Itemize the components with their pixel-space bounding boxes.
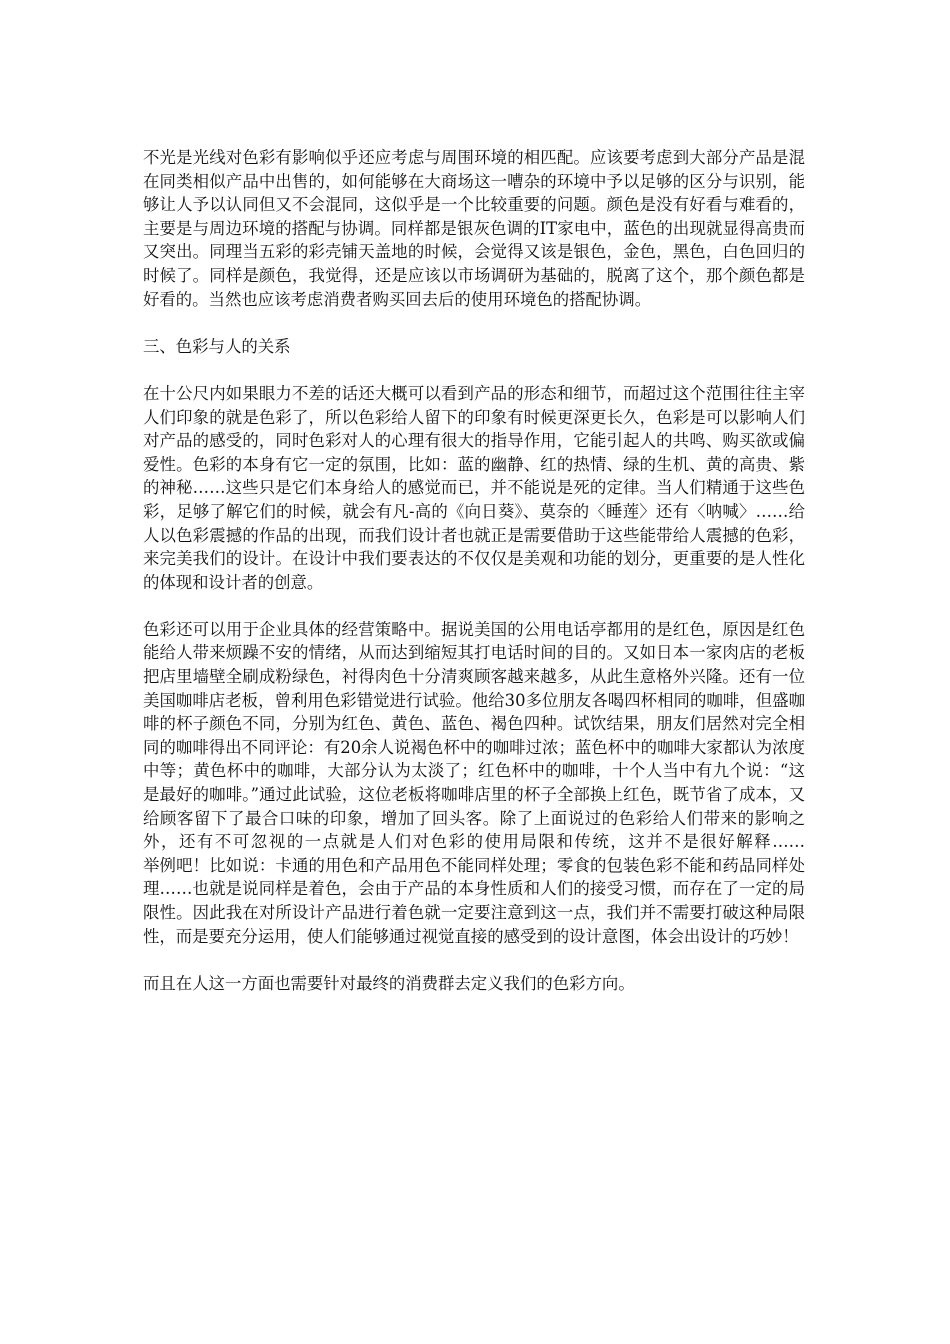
paragraph-color-impression: 在十公尺内如果眼力不差的话还大概可以看到产品的形态和细节，而超过这个范围往往主宰人们印象的就是色彩了，所以色彩给人留下的印象有时候更深更长久，色彩是可以影响人们对产品的感受的，同时色彩对人的心理有很大的指导作用，它能引起人的共鸣、购买欲或偏爱性。色彩的本身有它一定的氛围，比如：蓝的幽静、红的热情、绿的生机、黄的高贵、紫的神秘……这些只是它们本身给人的感觉而已，并不能说是死的定律。当人们精通于这些色彩，足够了解它们的时候，就会有凡-高的《向日葵》、莫奈的〈睡莲〉还有〈呐喊〉……给人以色彩震撼的作品的出现，而我们设计者也就正是需要借助于这些能带给人震撼的色彩，来完美我们的设计。在设计中我们要表达的不仅仅是美观和功能的划分，更重要的是人性化的体现和设计者的创意。: [143, 383, 805, 592]
paragraph-consumer-direction: 而且在人这一方面也需要针对最终的消费群去定义我们的色彩方向。: [143, 973, 635, 993]
paragraph-business-strategy: 色彩还可以用于企业具体的经营策略中。据说美国的公用电话亭都用的是红色，原因是红色能给人带来烦躁不安的情绪，从而达到缩短其打电话时间的目的。又如日本一家肉店的老板把店里墙壁全刷成粉绿色，衬得肉色十分清爽顾客越来越多，从此生意格外兴隆。还有一位美国咖啡店老板，曾利用色彩错觉进行试验。他给30多位朋友各喝四杯相同的咖啡，但盛咖啡的杯子颜色不同，分别为红色、黄色、蓝色、褐色四种。试饮结果，朋友们居然对完全相同的咖啡得出不同评论：有20余人说褐色杯中的咖啡过浓；蓝色杯中的咖啡大家都认为浓度中等；黄色杯中的咖啡，大部分认为太淡了；红色杯中的咖啡，十个人当中有九个说：“这是最好的咖啡。”通过此试验，这位老板将咖啡店里的杯子全部换上红色，既节省了成本，又给顾客留下了最合口味的印象，增加了回头客。除了上面说过的色彩给人们带来的影响之外，还有不可忽视的一点就是人们对色彩的使用局限和传统，这并不是很好解释…… 举例吧！比如说：卡通的用色和产品用色不能同样处理；零食的包装色彩不能和药品同样处理……也就是说同样是着色，会由于产品的本身性质和人们的接受习惯，而存在了一定的局限性。因此我在对所设计产品进行着色就一定要注意到这一点，我们并不需要打破这种局限性，而是要充分运用，使人们能够通过视觉直接的感受到的设计意图，体会出设计的巧妙！: [143, 619, 871, 946]
paragraph-environment-color: 不光是光线对色彩有影响似乎还应考虑与周围环境的相匹配。应该要考虑到大部分产品是混在同类相似产品中出售的，如何能够在大商场这一嘈杂的环境中予以足够的区分与识别，能够让人予以认同但又不会混同，这似乎是一个比较重要的问题。颜色是没有好看与难看的，主要是与周边环境的搭配与协调。同样都是银灰色调的IT家电中，蓝色的出现就显得高贵而又突出。同理当五彩的彩壳铺天盖地的时候，会觉得又该是银色，金色，黑色，白色回归的时候了。同样是颜色，我觉得，还是应该以市场调研为基础的，脱离了这个，那个颜色都是好看的。当然也应该考虑消费者购买回去后的使用环境色的搭配协调。: [143, 148, 805, 309]
document-body: [143, 146, 871, 1019]
section-heading-color-and-people: 三、色彩与人的关系: [143, 336, 291, 356]
